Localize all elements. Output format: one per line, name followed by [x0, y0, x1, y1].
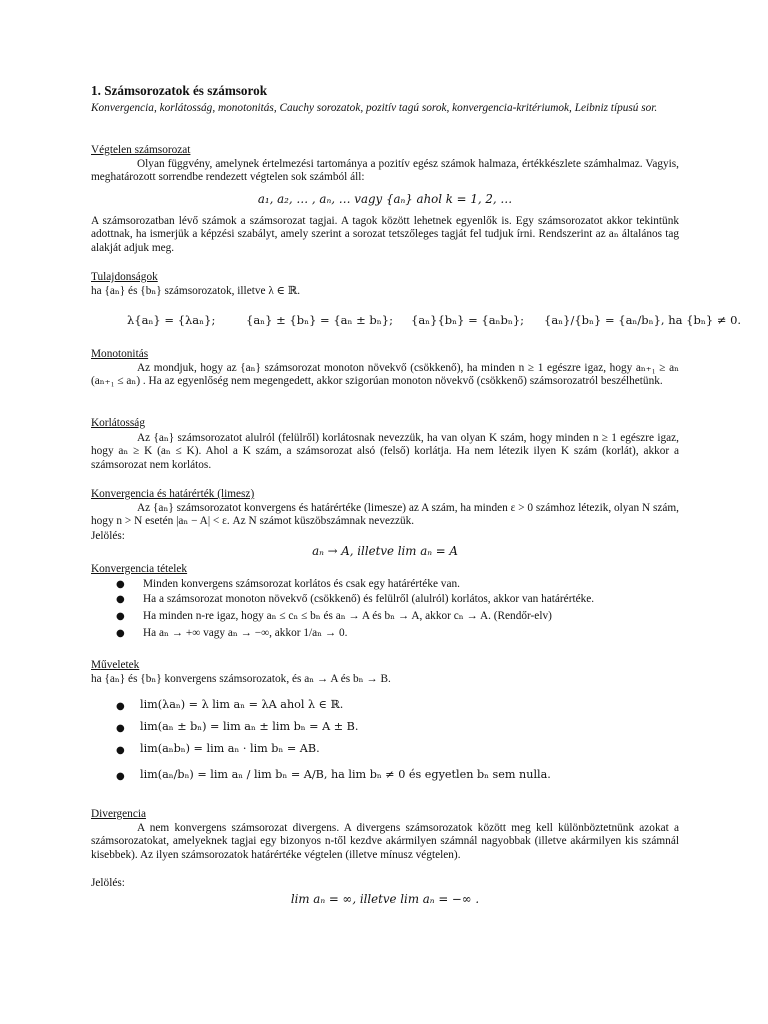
paragraph-korlatossag: Az {aₙ} számsorozatot alulról (felülről) korlátosnak nevezzük, ha van olyan K szám, hogy minden n ≥ 1 egészre igaz, hogy aₙ ≥ K (aₙ ≤ K). Ahol a K szám, a számsorozat alsó (felső) korlátja. Ha nem létezik ilyen K szám (korlát), akkor a számsorozat nem korlátos. — [91, 432, 679, 471]
list-item: ● Ha minden n-re igaz, hogy aₙ ≤ cₙ ≤ bₙ és aₙ → A és bₙ → A, akkor cₙ → A. (Rendőr-elv) — [116, 610, 552, 622]
bullet-icon: ● — [116, 771, 125, 782]
list-item: ● Ha a számsorozat monoton növekvő (csökkenő) és felülről (alulról) korlátos, akkor van határértéke. — [116, 593, 595, 605]
page-subtitle: Konvergencia, korlátosság, monotonitás, Cauchy sorozatok, pozitív tagú sorok, konvergencia-kritériumok, Leibniz típusú sor. — [91, 102, 658, 114]
section-heading-monotonitas: Monotonitás — [91, 348, 149, 360]
section-heading-vegtelen: Végtelen számsorozat — [91, 144, 191, 156]
paragraph-divergencia: A nem konvergens számsorozat divergens. A divergens számsorozatok között meg kell különböztetnünk azokat a számsorozatokat, amelyeknek tagjai egy bizonyos n-től kezdve akármilyen számnál nagyobbak (illetve akármilyen kis számnál kisebbek). Az ilyen számsorozatok határértéke végtelen (illetve mínusz végtelen). — [91, 822, 679, 861]
bullet-icon: ● — [116, 745, 125, 756]
formula-limit: aₙ → A, illetve lim aₙ = A — [312, 544, 458, 558]
section-heading-tetelek: Konvergencia tételek — [91, 563, 188, 575]
section-heading-tulajdonsagok: Tulajdonságok — [91, 271, 158, 283]
formula-quotient: {aₙ}/{bₙ} = {aₙ/bₙ}, ha {bₙ} ≠ 0. — [544, 313, 742, 327]
list-item: ● lim(λaₙ) = λ lim aₙ = λA ahol λ ∈ ℝ. — [116, 698, 344, 712]
section-heading-divergencia: Divergencia — [91, 808, 146, 820]
formula-sum: {aₙ} ± {bₙ} = {aₙ ± bₙ}; — [246, 313, 393, 327]
paragraph-terms: A számsorozatban lévő számok a számsorozat tagjai. A tagok között lehetnek egyenlők is. Egy számsorozatot akkor tekintünk adottnak, ha ismerjük a képzési szabályt, amely szerint a sorozat tetszőleges tagját fel tudjuk írni. Rendszerint az aₙ általános tag alakját adjuk meg. — [91, 215, 679, 254]
paragraph-definition: Olyan függvény, amelynek értelmezési tartománya a pozitív egész számok halmaza, értékkészlete számhalmaz. Vagyis, meghatározott sorrendbe rendezett végtelen sok számból áll: — [91, 158, 679, 184]
page-title: 1. Számsorozatok és számsorok — [91, 83, 268, 98]
paragraph-konvergencia: Az {aₙ} számsorozatot konvergens és határértéke (limesze) az A szám, ha minden ε > 0 számhoz létezik, olyan N szám, hogy n > N esetén |aₙ − A| < ε. Az N számot küszöbszámnak nevezzük. — [91, 502, 679, 528]
list-item: ● lim(aₙ ± bₙ) = lim aₙ ± lim bₙ = A ± B. — [116, 720, 359, 734]
bullet-icon: ● — [116, 723, 125, 734]
formula-product: {aₙ}{bₙ} = {aₙbₙ}; — [411, 313, 525, 327]
formula-scalar: λ{aₙ} = {λaₙ}; — [127, 313, 216, 327]
notation-label-2: Jelölés: — [91, 877, 125, 889]
operations-intro: ha {aₙ} és {bₙ} konvergens számsorozatok, és aₙ → A és bₙ → B. — [91, 673, 391, 685]
section-heading-korlatossag: Korlátosság — [91, 417, 145, 429]
list-item: ● Ha aₙ → +∞ vagy aₙ → −∞, akkor 1/aₙ → 0. — [116, 627, 348, 639]
properties-intro: ha {aₙ} és {bₙ} számsorozatok, illetve λ ∈ ℝ. — [91, 285, 301, 297]
section-heading-muveletek: Műveletek — [91, 659, 140, 671]
list-item: ● lim(aₙbₙ) = lim aₙ · lim bₙ = AB. — [116, 742, 320, 756]
list-item: ● lim(aₙ/bₙ) = lim aₙ / lim bₙ = A/B, ha lim bₙ ≠ 0 és egyetlen bₙ sem nulla. — [116, 768, 551, 782]
notation-label-1: Jelölés: — [91, 530, 125, 542]
bullet-icon: ● — [116, 628, 125, 639]
list-item: ● Minden konvergens számsorozat korlátos és csak egy határértéke van. — [116, 578, 460, 590]
bullet-icon: ● — [116, 579, 125, 590]
section-heading-konvergencia: Konvergencia és határérték (limesz) — [91, 488, 255, 500]
formula-divergent-limit: lim aₙ = ∞, illetve lim aₙ = −∞ . — [290, 892, 480, 906]
bullet-icon: ● — [116, 701, 125, 712]
bullet-icon: ● — [116, 594, 125, 605]
bullet-icon: ● — [116, 611, 125, 622]
paragraph-monotonitas: Az mondjuk, hogy az {aₙ} számsorozat monoton növekvő (csökkenő), ha minden n ≥ 1 egészre igaz, hogy aₙ₊₁ ≥ aₙ (aₙ₊₁ ≤ aₙ) . Ha az egyenlőség nem megengedett, akkor szigorúan monoton növekvő (csökkenő) számsorozatról beszélhetünk. — [91, 362, 679, 388]
formula-sequence: a₁, a₂, … , aₙ, … vagy {aₙ} ahol k = 1, 2, … — [257, 192, 513, 206]
